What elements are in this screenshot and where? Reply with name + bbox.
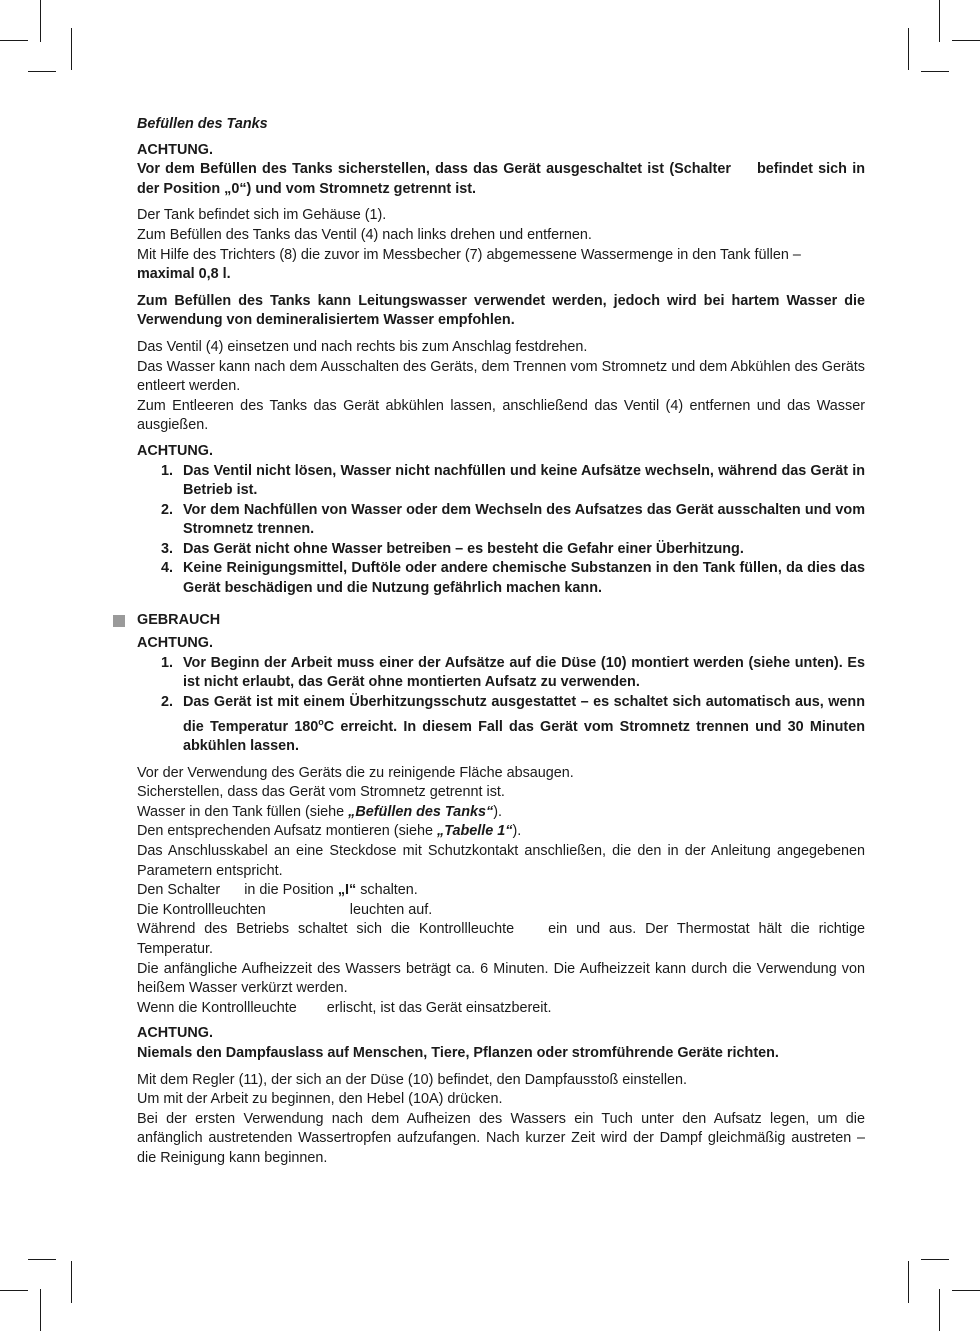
crop-mark — [921, 71, 949, 72]
crop-mark — [939, 0, 940, 42]
section-heading: GEBRAUCH — [137, 611, 865, 631]
use-line: Den entsprechenden Aufsatz montieren (siehe „Tabelle 1“). — [137, 823, 522, 840]
list-item: 2. Vor dem Nachfüllen von Wasser oder dem Wechseln des Aufsatzes das Gerät ausschalten und vom Stromnetz trennen. — [161, 501, 865, 538]
section-marker-icon — [113, 615, 125, 627]
use-line: Während des Betriebs schaltet sich die Kontrollleuchte ein und aus. Der Thermostat hält die richtige Temperatur. — [137, 921, 866, 957]
crop-mark — [0, 1290, 28, 1291]
warning-label: ACHTUNG. — [137, 141, 213, 158]
warning-list — [137, 462, 865, 599]
crop-mark — [921, 1259, 949, 1260]
fill-line: Der Tank befindet sich im Gehäuse (1). — [137, 207, 387, 224]
final-line: Bei der ersten Verwendung nach dem Aufheizen des Wassers ein Tuch unter den Aufsatz legen, um die anfänglich austretenden Wassertropfen aufzufangen. Nach kurzer Zeit wird der Dampf gleichmäßig austreten – die Reinigung kann beginnen. — [137, 1110, 865, 1166]
crop-mark — [0, 40, 28, 41]
section-title: Befüllen des Tanks — [137, 116, 268, 132]
warning-text: Vor dem Befüllen des Tanks sicherstellen, dass das Gerät ausgeschaltet ist (Schalter befindet sich in der Position „0“) und vom Stromnetz getrennt ist. — [137, 161, 865, 197]
valve-line: Das Ventil (4) einsetzen und nach rechts bis zum Anschlag festdrehen. — [137, 338, 588, 355]
crop-mark — [28, 1259, 56, 1260]
fill-line: Zum Befüllen des Tanks das Ventil (4) nach links drehen und entfernen. — [137, 226, 592, 243]
list-item: 1. Das Ventil nicht lösen, Wasser nicht nachfüllen und keine Aufsätze wechseln, während das Gerät in Betrieb ist. — [161, 462, 865, 499]
final-line: Um mit der Arbeit zu beginnen, den Hebel (10A) drücken. — [137, 1091, 503, 1108]
use-line: Sicherstellen, dass das Gerät vom Stromnetz getrennt ist. — [137, 784, 505, 801]
crop-mark — [40, 1289, 41, 1331]
use-line: Wasser in den Tank füllen (siehe „Befüllen des Tanks“). — [137, 803, 502, 820]
list-item: 1. Vor Beginn der Arbeit muss einer der Aufsätze auf die Düse (10) montiert werden (siehe unten). Es ist nicht erlaubt, das Gerät ohne montierten Aufsatz zu verwenden. — [161, 654, 865, 691]
use-line: Den Schalter in die Position „I“ schalten. — [137, 882, 418, 899]
crop-mark — [40, 0, 41, 42]
crop-mark — [952, 40, 980, 41]
fill-max: maximal 0,8 l. — [137, 266, 231, 283]
use-line: Vor der Verwendung des Geräts die zu reinigende Fläche absaugen. — [137, 764, 574, 781]
use-line: Die Kontrollleuchten leuchten auf. — [137, 901, 433, 918]
warning-text: Niemals den Dampfauslass auf Menschen, Tiere, Pflanzen oder stromführende Geräte richten. — [137, 1044, 779, 1061]
water-note: Zum Befüllen des Tanks kann Leitungswasser verwendet werden, jedoch wird bei hartem Wasser die Verwendung von demineralisiertem Wasser empfohlen. — [137, 292, 865, 329]
crop-mark — [908, 1261, 909, 1303]
crop-mark — [71, 28, 72, 70]
list-item: 2. Das Gerät ist mit einem Überhitzungsschutz ausgestattet – es schaltet sich automatisch aus, wenn die Temperatur 180$^o$C erreicht. In diesem Fall das Gerät vom Stromnetz trennen und 30 Minuten abkühlen lassen. — [161, 694, 865, 755]
list-item: 3. Das Gerät nicht ohne Wasser betreiben – es besteht die Gefahr einer Überhitzung. — [161, 540, 744, 557]
use-line: Wenn die Kontrollleuchte erlischt, ist das Gerät einsatzbereit. — [137, 999, 552, 1016]
use-line: Die anfängliche Aufheizzeit des Wassers beträgt ca. 6 Minuten. Die Aufheizzeit kann durch die Verwendung von heißem Wasser verkürzt werden. — [137, 960, 865, 997]
warning-label: ACHTUNG. — [137, 1025, 213, 1042]
warning-label: ACHTUNG. — [137, 635, 213, 652]
crop-mark — [908, 28, 909, 70]
document-body — [137, 115, 865, 1168]
valve-line: Zum Entleeren des Tanks das Gerät abkühlen lassen, anschließend das Ventil (4) entfernen und das Wasser ausgießen. — [137, 397, 865, 434]
valve-line: Das Wasser kann nach dem Ausschalten des Geräts, dem Trennen vom Stromnetz und dem Abkühlen des Geräts entleert werden. — [137, 358, 865, 395]
warning-list — [137, 654, 865, 757]
list-item: 4. Keine Reinigungsmittel, Duftöle oder andere chemische Substanzen in den Tank füllen, da dies das Gerät beschädigen und die Nutzung gefährlich machen kann. — [161, 560, 865, 597]
crop-mark — [28, 71, 56, 72]
warning-label: ACHTUNG. — [137, 442, 213, 459]
fill-line: Mit Hilfe des Trichters (8) die zuvor im Messbecher (7) abgemessene Wassermenge in den Tank füllen – — [137, 246, 801, 263]
use-line: Das Anschlusskabel an eine Steckdose mit Schutzkontakt anschließen, die den in der Anleitung angegebenen Parametern entspricht. — [137, 842, 865, 879]
crop-mark — [952, 1290, 980, 1291]
crop-mark — [71, 1261, 72, 1303]
final-line: Mit dem Regler (11), der sich an der Düse (10) befindet, den Dampfausstoß einstellen. — [137, 1071, 688, 1088]
crop-mark — [939, 1289, 940, 1331]
